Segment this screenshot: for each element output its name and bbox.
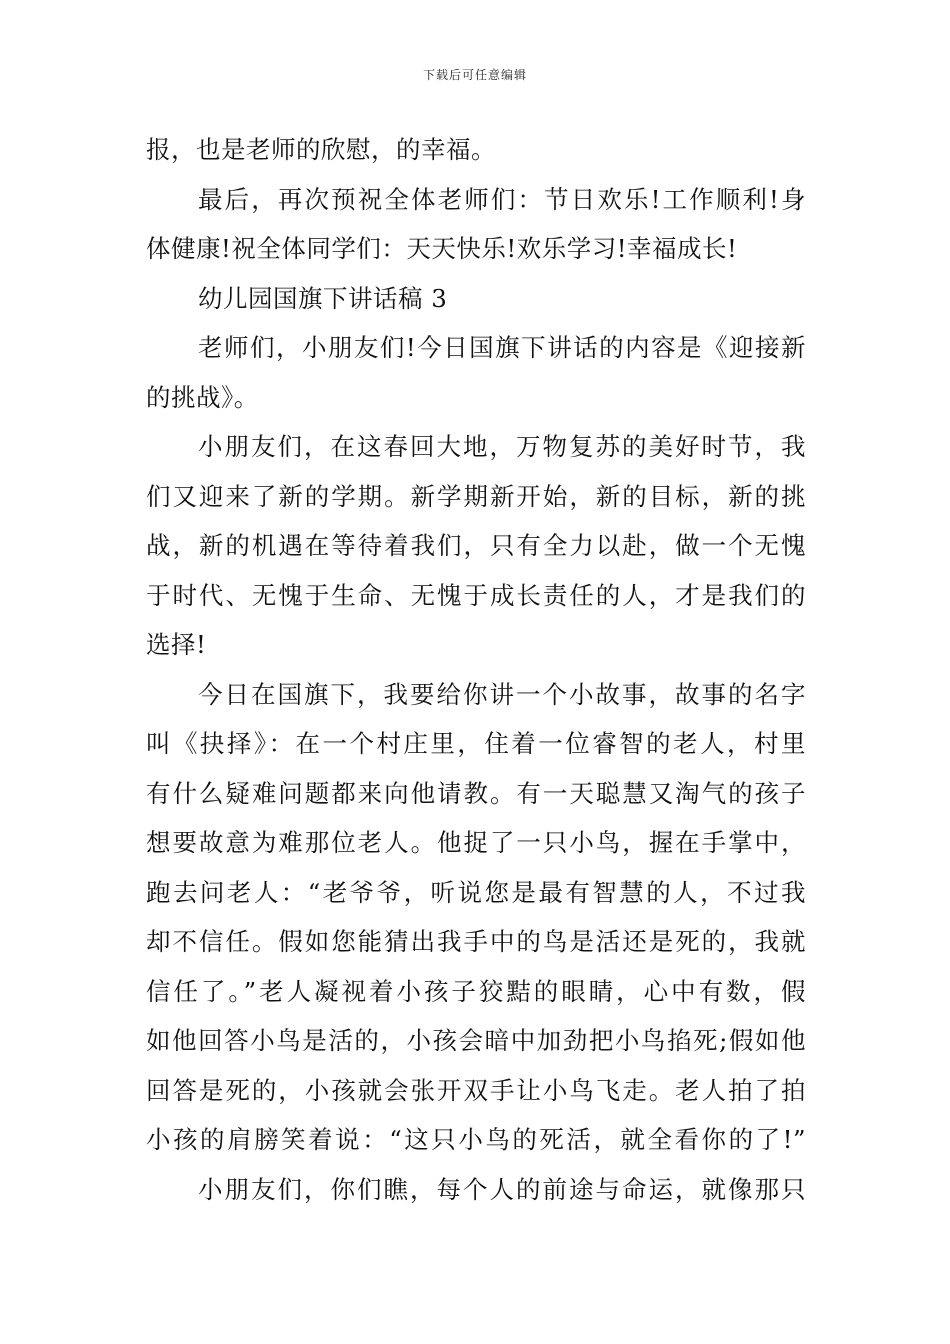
text-line: 的挑战》。 [146,382,259,412]
text-line: 今日在国旗下，我要给你讲一个小故事，故事的名字 [198,679,806,709]
text-line: 最后，再次预祝全体老师们：节日欢乐!工作顺利!身 [198,184,806,214]
section-title: 幼儿园国旗下讲话稿 3 [198,283,448,313]
text-line: 于时代、无愧于生命、无愧于成长责任的人，才是我们的 [146,580,806,610]
text-line: 选择! [146,630,207,659]
text-line: 报，也是老师的欣慰，的幸福。 [146,135,496,164]
document-body [146,125,806,1214]
text-line: 想要故意为难那位老人。他捉了一只小鸟，握在手掌中， [146,828,806,857]
text-line: 回答是死的，小孩就会张开双手让小鸟飞走。老人拍了拍 [146,1075,806,1105]
text-line: 小朋友们，在这春回大地，万物复苏的美好时节，我 [198,432,806,461]
text-line: 小孩的肩膀笑着说：“这只小鸟的死活，就全看你的了!” [146,1125,806,1154]
text-line: 小朋友们，你们瞧，每个人的前途与命运，就像那只 [198,1174,806,1204]
page-header-note: 下载后可任意编辑 [422,68,527,82]
text-line: 有什么疑难问题都来向他请教。有一天聪慧又淘气的孩子 [146,778,806,808]
text-line: 信任了。”老人凝视着小孩子狡黠的眼睛，心中有数，假 [146,976,806,1006]
text-line: 叫《抉择》：在一个村庄里，住着一位睿智的老人，村里 [146,729,806,758]
text-line: 却不信任。假如您能猜出我手中的鸟是活还是死的，我就 [146,927,806,956]
text-line: 们又迎来了新的学期。新学期新开始，新的目标，新的挑 [146,481,806,511]
text-line: 战，新的机遇在等待着我们，只有全力以赴，做一个无愧 [146,531,806,560]
text-line: 如他回答小鸟是活的，小孩会暗中加劲把小鸟掐死;假如他 [146,1026,806,1055]
text-line: 体健康!祝全体同学们：天天快乐!欢乐学习!幸福成长! [146,234,738,263]
text-line: 跑去问老人：“老爷爷，听说您是最有智慧的人，不过我 [146,877,806,907]
text-line: 老师们，小朋友们!今日国旗下讲话的内容是《迎接新 [198,333,806,362]
